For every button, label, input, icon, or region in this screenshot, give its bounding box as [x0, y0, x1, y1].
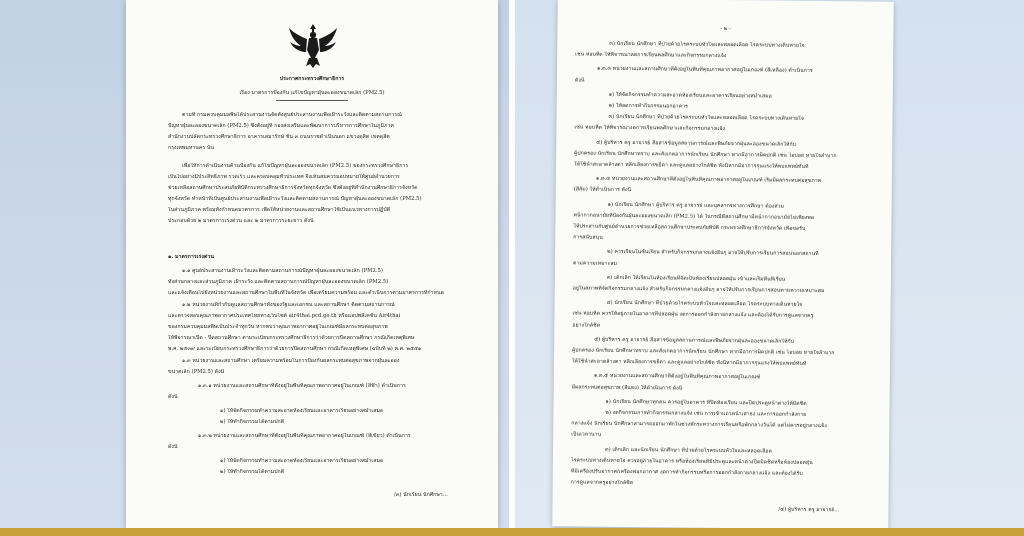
- item131-sub-2: ๒) ให้ทำกิจกรรมได้ตามปกติ: [220, 419, 285, 425]
- page2-line: ให้ประสานกับศูนย์อำนวยการช่วยเหลือสถานศึกษาประสบภัยพิบัติ กระทรวงศึกษาธิการจังหวัด เพื่อขอรับ: [573, 223, 806, 232]
- page2-line: ๓) นักเรียน นักศึกษา ที่ป่วยด้วยโรคระบบหัวใจและหลอดเลือด โรคระบบทางเดินหายใจ: [608, 113, 804, 123]
- page2-line: อยู่ในสภาพที่จัดกิจกรรมกลางแจ้ง สำหรับกิจกรรมกลางแจ้งอื่นๆ อาจให้ปรับการเรียนการสอนตามความเหมาะสม: [572, 285, 825, 295]
- item132-heading: ๑.๓.๒ หน่วยงานและสถานศึกษาที่ตั้งอยู่ในพื้นที่คุณภาพอากาศอยู่ในเกณฑ์ (สีเขียว) ดำเนินการ: [198, 433, 411, 439]
- page2-line: ๓) เด็กเล็ก ให้เรียนในห้องเรียนที่จัดเป็นห้องเรียนปลอดฝุ่น เข้าและเริ่มพื้นที่เรียน: [606, 274, 786, 283]
- item131-heading: ๑.๓.๑ หน่วยงานและสถานศึกษาที่ตั้งอยู่ในพื้นที่คุณภาพอากาศอยู่ในเกณฑ์ (สีฟ้า) ดำเนินการ: [198, 383, 406, 389]
- page2-line: ๒) งดกิจกรรมการทำกิจกรรมกลางแจ้ง เช่น การเข้าแถวหน้าเสาธง และการออกกำลังกาย: [605, 409, 807, 418]
- item12-line-4: ให้พิจารณาเปิด - ปิดสถานศึกษา ตามระเบียบกระทรวงศึกษาธิการว่าด้วยการปิดสถานศึกษา กรณีเกิดเหตุพิเศษ: [168, 335, 415, 341]
- page2-line: หน้ากากอนามัยที่ป้องกันฝุ่นละอองขนาดเล็ก (PM2.5) ได้ ในกรณีที่สถานศึกษามีหน้ากากอนามัยไม่เพียงพอ: [573, 212, 814, 221]
- page2-line: ๑.๓.๓ หน่วยงานและสถานศึกษาที่ตั้งอยู่ในพื้นที่คุณภาพอากาศอยู่ในเกณฑ์ (สีเหลือง) ดำเนินการ: [597, 66, 813, 75]
- page2-line: ผู้ปกครอง นักเรียน นักศึกษาทราบ และสังเกตอาการนักเรียน นักศึกษา หากมีอาการผิดปกติ เช่น ไอบ่อย หายใจลำบาก: [574, 150, 837, 159]
- item132-dangni: ดังนี้: [168, 444, 178, 450]
- item13-line-2: ขนาดเล็ก (PM2.5) ดังนี้: [168, 369, 225, 375]
- item11-line-1: ๑.๑ ศูนย์ประสานงานเฝ้าระวังและติดตามสถานการณ์ปัญหาฝุ่นละอองขนาดเล็ก (PM2.5): [182, 268, 383, 274]
- item131-sub-1: ๑) ให้จัดกิจกรรมทำความสะอาดห้องเรียนและอาคารเรียนอย่างสม่ำเสมอ: [220, 408, 384, 414]
- page2-line: ๑) นักเรียน นักศึกษาทุกคน ควรอยู่ในอาคาร ที่ปิดห้องเรียน และปิดประตูหน้าต่างให้มิดชิด: [605, 398, 807, 407]
- item11-line-3: และแจ้งเตือนไปยังหน่วยงานและสถานศึกษาในพื้นที่ในจังหวัด เพื่อเตรียมความพร้อม และดำเนินการตามมาตรการที่กำหนด: [168, 290, 445, 296]
- item131-dangni: ดังนี้: [168, 394, 178, 400]
- para2-line-3: ช่วยเหลือสถานศึกษาประสบภัยพิบัติกระทรวงศึกษาธิการจังหวัดทุกจังหวัด ซึ่งตั้งอยู่ที่สำนักงานศึกษาธิการจังหวัด: [168, 185, 418, 191]
- para2-line-4: ทุกจังหวัด ทำหน้าที่เป็นศูนย์ประสานงานเพื่อเฝ้าระวังและติดตามสถานการณ์ ปัญหาฝุ่นละอองขนาดเล็ก (PM2.5): [168, 196, 422, 202]
- item12-line-3: ของกรมควบคุมมลพิษเป็นประจำทุกวัน หากพบว่าคุณภาพอากาศอยู่ในเกณฑ์มีผลกระทบต่อสุขภาพ: [168, 324, 388, 330]
- page2-line: เช่น หอบหืด ให้พิจารณาลดการเรียนพลศึกษาและกิจกรรมกลางแจ้ง: [575, 51, 727, 60]
- header-subject: เรื่อง มาตรการป้องกัน แก้ไขปัญหาฝุ่นละอองขนาดเล็ก (PM2.5): [239, 90, 385, 96]
- page2-line: ผู้ปกครอง นักเรียน นักศึกษาทราบ และสังเกตอาการนักเรียน นักศึกษา หากมีอาการผิดปกติ เช่น ไอบ่อย หายใจลำบาก: [572, 347, 835, 357]
- item12-line-2: และตรวจสอบคุณภาพอากาศประเทศไทยทางเว็บไซต์ air4thai.pcd.go.th หรือแอปพลิเคชัน Air4thai: [168, 313, 401, 319]
- page2-line: ๔) นักเรียน นักศึกษา ที่ป่วยด้วยโรคระบบหัวใจและหลอดเลือด โรคระบบทางเดินหายใจ: [606, 299, 803, 309]
- page2-line: ๒) ให้ลดการทำกิจกรรมนอกอาคาร: [608, 102, 689, 110]
- page2-line: กลางแจ้ง นักเรียน นักศึกษาสามารถออกมาพักในช่วงพักระหว่างการเรียนหรือพักกลางวันได้ แต่ไม่ควรอยู่กลางแจ้ง: [571, 420, 827, 430]
- page2-line: ๑) นักเรียน นักศึกษา ผู้บริหาร ครู อาจารย์ และบุคลากรทางการศึกษา ต้องสวม: [607, 201, 785, 210]
- page2-line: ๓) นักเรียน นักศึกษา ที่ป่วยด้วยโรคระบบหัวใจและหลอดเลือด โรคระบบทางเดินหายใจ: [609, 40, 805, 49]
- item12-line-1: ๑.๒ หน่วยงานที่กำกับดูแลสถานศึกษาทั้งของรัฐและเอกชน และสถานศึกษา ติดตามสถานการณ์: [182, 302, 395, 308]
- item11-line-2: ทั้งส่วนกลางและส่วนภูมิภาค เฝ้าระวัง และติดตามสถานการณ์ปัญหาฝุ่นละอองขนาดเล็ก (PM2.5): [168, 279, 389, 285]
- page2-line: การสนับสนุน: [573, 234, 603, 241]
- page2-line: เป็นเวลานาน: [571, 431, 602, 439]
- page2-line: ดังนี้: [574, 77, 585, 84]
- bottom-accent-bar: [0, 528, 1024, 536]
- document-page-2: [552, 0, 894, 530]
- item132-sub-1: ๑) ให้จัดกิจกรรมทำความสะอาดห้องเรียนและอาคารเรียนอย่างสม่ำเสมอ: [220, 458, 384, 464]
- page2-line: โรคระบบทางเดินหายใจ ควรอยู่ภายในอาคาร หรือห้องเรียนที่มีประตูและหน้าต่างปิดมิดชิดหรือห้องปลอดฝุ่น: [570, 457, 813, 466]
- page2-body: [558, 0, 894, 487]
- page2-line: ๑) ให้จัดกิจกรรมทำความสะอาดห้องเรียนและอาคารเรียนอย่างสม่ำเสมอ: [608, 91, 772, 100]
- page2-line: ๒) ควรเรียนในชั้นเรียน สำหรับกิจกรรมกลางแจ้งอื่นๆ อาจให้ปรับการเรียนการสอนนอกสถานที่: [607, 249, 819, 258]
- para1-line-3: สำนักงานปลัดกระทรวงศึกษาธิการ อาคารเสมารักษ์ ชั้น ๓ ถนนราชดำเนินนอก แขวงดุสิต เขตดุสิต: [168, 134, 390, 140]
- para2-line-5: ในส่วนภูมิภาค พร้อมทั้งกำหนดมาตรการ เพื่อให้หน่วยงานและสถานศึกษาใช้เป็นแนวทางการปฏิบัติ: [168, 207, 391, 213]
- page2-line: ให้ใช้น้ำสะอาดล้างตา หลีกเลี่ยงการขยี้ตา และดูแลอย่างใกล้ชิด ทั้งนี้หากมีอาการรุนแรงให้พบแพทย์ทันที: [574, 161, 809, 170]
- page2-number: - ๒ -: [720, 25, 731, 33]
- page2-line: ให้ใช้น้ำสะอาดล้างตา หลีกเลี่ยงการขยี้ตา และดูแลอย่างใกล้ชิด ทั้งนี้หากมีอาการรุนแรงให้พบแพทย์ทันที: [571, 358, 807, 368]
- page2-line: มีผลกระทบต่อสุขภาพ (สีแดง) ให้ดำเนินการ ดังนี้: [571, 384, 683, 392]
- para2-line-2: เป็นไปอย่างมีประสิทธิภาพ รวดเร็ว และครอบคลุมทั่วประเทศ จึงเห็นสมควรมอบหมายให้ศูนย์อำนวยการ: [168, 174, 400, 180]
- para1-line-4: กรุงเทพมหานคร นั้น: [168, 145, 215, 151]
- item132-sub-2: ๒) ให้ทำกิจกรรมได้ตามปกติ: [220, 469, 285, 475]
- page2-footer: /๔) ผู้บริหาร ครู อาจารย์...: [778, 506, 840, 514]
- garuda-emblem-icon: [287, 22, 339, 70]
- para1-line-2: ปัญหาฝุ่นละอองขนาดเล็ก (PM2.5) ซึ่งตั้งอยู่ที่ กองส่งเสริมและพัฒนาการบริหารการศึกษาในภูมิภาค: [168, 123, 394, 129]
- page2-line: ๔) ผู้บริหาร ครู อาจารย์ สื่อสารข้อมูลสถานการณ์และพิษภัยจากฝุ่นละอองขนาดเล็กให้กับ: [596, 139, 797, 148]
- page2-line: ตามความเหมาะสม: [572, 260, 618, 267]
- page2-line: อย่างใกล้ชิด: [572, 322, 601, 329]
- item13-line-1: ๑.๓ หน่วยงานและสถานศึกษา เตรียมความพร้อมในการป้องกันผลกระทบต่อสุขภาพจากฝุ่นละออง: [182, 358, 400, 364]
- page1-footer: /๓) นักเรียน นักศึกษา...: [394, 492, 448, 498]
- para1-line-1: ตามที่ กรมควบคุมมลพิษได้ประสานงานจัดตั้งศูนย์ประสานงานเพื่อเฝ้าระวังและติดตามสถานการณ์: [182, 112, 402, 118]
- page2-line: (สีส้ม) ให้ดำเนินการ ดังนี้: [573, 186, 632, 194]
- header-title: ประกาศกระทรวงศึกษาธิการ: [279, 76, 345, 82]
- page2-line: การดูแลจากครูอย่างใกล้ชิด: [570, 479, 634, 487]
- section1-title: ๑. มาตรการเร่งด่วน: [168, 254, 214, 260]
- page2-line: เช่น หอบหืด ควรให้อยู่ภายในอาคารที่ปลอดฝุ่น งดการออกกำลังกายกลางแจ้ง และต้องได้รับการดูแลจากครู: [572, 310, 814, 320]
- page2-line: ๕) ผู้บริหาร ครู อาจารย์ สื่อสารข้อมูลสถานการณ์และพิษภัยจากฝุ่นละอองขนาดเล็กให้กับ: [594, 336, 795, 345]
- page2-line: ๑.๓.๔ หน่วยงานและสถานศึกษาที่ตั้งอยู่ในพื้นที่คุณภาพอากาศอยู่ในเกณฑ์ เริ่มมีผลกระทบต่อสุขภาพ: [595, 175, 822, 185]
- para2-line-1: เพื่อให้การดำเนินงานด้านป้องกัน แก้ไขปัญหาฝุ่นละอองขนาดเล็ก (PM2.5) ของกระทรวงศึกษาธิการ: [182, 163, 409, 169]
- para2-line-6: ประกอบด้วย ๒ มาตรการเร่งด่วน และ ๒ มาตรการระยะยาว ดังนี้: [168, 218, 314, 224]
- page2-line: ที่มีเครื่องปรับอากาศ/เครื่องฟอกอากาศ งดการทำกิจกรรมหรือการออกกำลังกายกลางแจ้ง และต้องได้รับ: [570, 468, 803, 477]
- panel-divider: [509, 0, 515, 536]
- page2-line: เช่น หอบหืด ให้พิจารณางดการเรียนพลศึกษาและกิจกรรมกลางแจ้ง: [574, 124, 726, 133]
- item12-line-5: พ.ศ. ๒๕๓๙ และระเบียบกระทรวงศึกษาธิการว่าด้วยการปิดสถานศึกษา กรณีเกิดเหตุพิเศษ (ฉบับที่ ๒) พ.ศ. ๒๕๕๑: [168, 346, 422, 352]
- header-rule: [276, 100, 348, 101]
- document-page-1: [126, 0, 498, 528]
- page2-line: ๓) เด็กเล็ก และนักเรียน นักศึกษา ที่ป่วยด้วยโรคระบบหัวใจและหลอดเลือด: [605, 446, 772, 455]
- page2-line: ๑.๓.๕ หน่วยงานและสถานศึกษาที่ตั้งอยู่ในพื้นที่คุณภาพอากาศอยู่ในเกณฑ์: [593, 373, 761, 381]
